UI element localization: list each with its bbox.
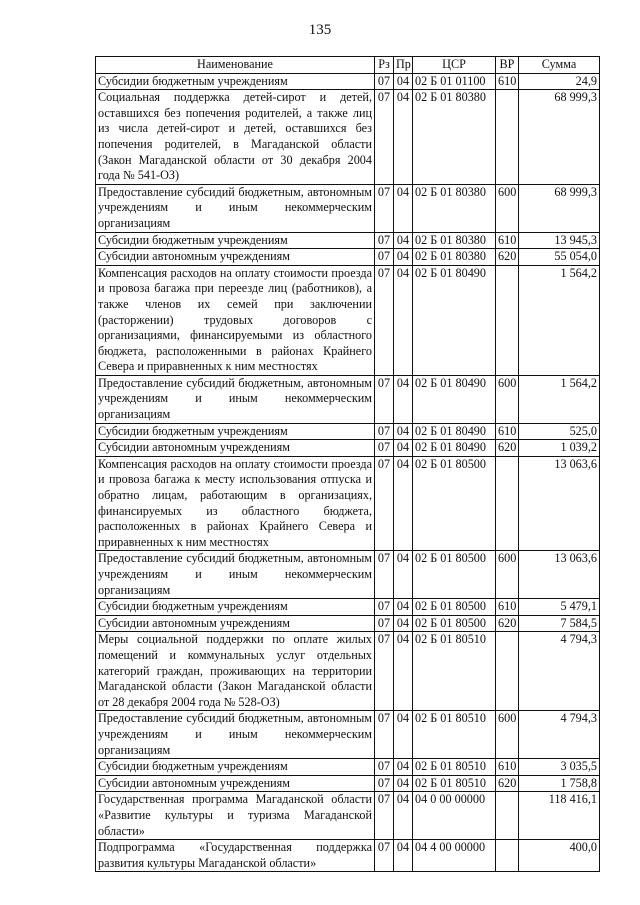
row-name: Предоставление субсидий бюджетным, автономным учреждениям и иным некоммерческим организациям <box>96 711 375 759</box>
row-csr: 02 Б 01 80490 <box>413 423 496 440</box>
row-name: Субсидии автономным учреждениям <box>96 249 375 266</box>
row-vr: 600 <box>496 711 519 759</box>
row-csr: 02 Б 01 01100 <box>413 73 496 90</box>
table-row <box>96 184 600 232</box>
row-sum: 525,0 <box>519 423 600 440</box>
row-rz: 07 <box>375 232 394 249</box>
row-vr: 600 <box>496 375 519 423</box>
table-row <box>96 440 600 457</box>
row-csr: 02 Б 01 80510 <box>413 775 496 792</box>
header-rz: Рз <box>375 57 394 74</box>
row-name: Подпрограмма «Государственная поддержка развития культуры Магаданской области» <box>96 840 375 872</box>
row-rz: 07 <box>375 792 394 840</box>
page-number: 135 <box>308 22 332 38</box>
table-row <box>96 775 600 792</box>
row-pr: 04 <box>394 615 413 632</box>
row-sum: 55 054,0 <box>519 249 600 266</box>
row-csr: 04 4 00 00000 <box>413 840 496 872</box>
row-pr: 04 <box>394 423 413 440</box>
row-csr: 02 Б 01 80490 <box>413 375 496 423</box>
row-vr: 620 <box>496 249 519 266</box>
table-row <box>96 759 600 776</box>
row-name: Субсидии автономным учреждениям <box>96 615 375 632</box>
row-pr: 04 <box>394 551 413 599</box>
row-pr: 04 <box>394 249 413 266</box>
row-csr: 02 Б 01 80510 <box>413 711 496 759</box>
row-name: Компенсация расходов на оплату стоимости проезда и провоза багажа при переезде лиц (работников), а также членов их семей при заключении (расторжении) трудовых договоров с организациями, финансируемыми из областного бюджета, расположенными в районах Крайнего Севера и приравненных к ним местностях <box>96 265 375 375</box>
row-csr: 02 Б 01 80500 <box>413 551 496 599</box>
row-csr: 02 Б 01 80510 <box>413 759 496 776</box>
row-pr: 04 <box>394 456 413 551</box>
row-name: Предоставление субсидий бюджетным, автономным учреждениям и иным некоммерческим организациям <box>96 184 375 232</box>
row-rz: 07 <box>375 551 394 599</box>
row-pr: 04 <box>394 759 413 776</box>
row-rz: 07 <box>375 599 394 616</box>
row-rz: 07 <box>375 456 394 551</box>
row-vr: 610 <box>496 73 519 90</box>
row-pr: 04 <box>394 440 413 457</box>
row-vr <box>496 456 519 551</box>
table-row <box>96 599 600 616</box>
row-csr: 02 Б 01 80380 <box>413 90 496 185</box>
row-pr: 04 <box>394 632 413 711</box>
row-rz: 07 <box>375 840 394 872</box>
table-row <box>96 90 600 185</box>
row-vr <box>496 90 519 185</box>
row-rz: 07 <box>375 73 394 90</box>
header-pr: Пр <box>394 57 413 74</box>
table-row <box>96 265 600 375</box>
budget-table <box>95 56 600 872</box>
row-pr: 04 <box>394 792 413 840</box>
table-row <box>96 711 600 759</box>
row-name: Субсидии бюджетным учреждениям <box>96 759 375 776</box>
row-pr: 04 <box>394 375 413 423</box>
row-csr: 02 Б 01 80500 <box>413 456 496 551</box>
row-sum: 13 063,6 <box>519 456 600 551</box>
header-name: Наименование <box>96 57 375 74</box>
row-name: Меры социальной поддержки по оплате жилых помещений и коммунальных услуг отдельных категорий граждан, проживающих на территории Магаданской области (Закон Магаданской области от 28 декабря 2004 года № 528-ОЗ) <box>96 632 375 711</box>
row-name: Субсидии бюджетным учреждениям <box>96 73 375 90</box>
row-vr <box>496 840 519 872</box>
row-sum: 1 564,2 <box>519 265 600 375</box>
row-csr: 02 Б 01 80490 <box>413 265 496 375</box>
header-vr: ВР <box>496 57 519 74</box>
header-csr: ЦСР <box>413 57 496 74</box>
row-pr: 04 <box>394 840 413 872</box>
row-pr: 04 <box>394 232 413 249</box>
row-vr <box>496 792 519 840</box>
row-sum: 4 794,3 <box>519 711 600 759</box>
table-row <box>96 840 600 872</box>
row-vr: 600 <box>496 551 519 599</box>
row-sum: 4 794,3 <box>519 632 600 711</box>
table-row <box>96 423 600 440</box>
row-sum: 1 039,2 <box>519 440 600 457</box>
row-name: Предоставление субсидий бюджетным, автономным учреждениям и иным некоммерческим организациям <box>96 375 375 423</box>
header-sum: Сумма <box>519 57 600 74</box>
table-row <box>96 249 600 266</box>
row-name: Субсидии автономным учреждениям <box>96 440 375 457</box>
row-rz: 07 <box>375 184 394 232</box>
row-rz: 07 <box>375 711 394 759</box>
row-pr: 04 <box>394 711 413 759</box>
row-sum: 68 999,3 <box>519 184 600 232</box>
row-rz: 07 <box>375 759 394 776</box>
row-csr: 02 Б 01 80380 <box>413 184 496 232</box>
row-vr: 610 <box>496 232 519 249</box>
row-csr: 02 Б 01 80500 <box>413 599 496 616</box>
table-row <box>96 551 600 599</box>
row-pr: 04 <box>394 775 413 792</box>
row-vr: 620 <box>496 440 519 457</box>
row-sum: 400,0 <box>519 840 600 872</box>
row-csr: 04 0 00 00000 <box>413 792 496 840</box>
row-rz: 07 <box>375 775 394 792</box>
row-pr: 04 <box>394 73 413 90</box>
table-row <box>96 456 600 551</box>
row-sum: 7 584,5 <box>519 615 600 632</box>
row-pr: 04 <box>394 90 413 185</box>
row-sum: 13 945,3 <box>519 232 600 249</box>
table-row <box>96 615 600 632</box>
row-csr: 02 Б 01 80380 <box>413 249 496 266</box>
row-rz: 07 <box>375 90 394 185</box>
row-sum: 5 479,1 <box>519 599 600 616</box>
row-name: Государственная программа Магаданской области «Развитие культуры и туризма Магаданской области» <box>96 792 375 840</box>
table-row <box>96 375 600 423</box>
row-rz: 07 <box>375 265 394 375</box>
row-name: Предоставление субсидий бюджетным, автономным учреждениям и иным некоммерческим организациям <box>96 551 375 599</box>
row-rz: 07 <box>375 249 394 266</box>
row-sum: 13 063,6 <box>519 551 600 599</box>
row-vr <box>496 632 519 711</box>
table-header-row <box>96 57 600 74</box>
row-rz: 07 <box>375 632 394 711</box>
row-name: Субсидии бюджетным учреждениям <box>96 599 375 616</box>
row-rz: 07 <box>375 423 394 440</box>
row-pr: 04 <box>394 184 413 232</box>
table-row <box>96 73 600 90</box>
row-sum: 24,9 <box>519 73 600 90</box>
row-name: Субсидии бюджетным учреждениям <box>96 232 375 249</box>
row-sum: 118 416,1 <box>519 792 600 840</box>
row-csr: 02 Б 01 80380 <box>413 232 496 249</box>
table-row <box>96 632 600 711</box>
row-vr: 600 <box>496 184 519 232</box>
row-rz: 07 <box>375 375 394 423</box>
row-sum: 1 758,8 <box>519 775 600 792</box>
row-vr: 620 <box>496 615 519 632</box>
row-name: Компенсация расходов на оплату стоимости проезда и провоза багажа к месту использования отпуска и обратно лицам, работающим в организациях, финансируемых из областного бюджета, расположенных в районах Крайнего Севера и приравненных к ним местностях <box>96 456 375 551</box>
row-sum: 3 035,5 <box>519 759 600 776</box>
row-vr: 620 <box>496 775 519 792</box>
row-csr: 02 Б 01 80510 <box>413 632 496 711</box>
row-rz: 07 <box>375 440 394 457</box>
row-vr: 610 <box>496 599 519 616</box>
row-csr: 02 Б 01 80490 <box>413 440 496 457</box>
table-row <box>96 232 600 249</box>
row-sum: 68 999,3 <box>519 90 600 185</box>
row-name: Социальная поддержка детей-сирот и детей, оставшихся без попечения родителей, а также лиц из числа детей-сирот и детей, оставшихся без попечения родителей, в Магаданской области (Закон Магаданской области от 30 декабря 2004 года № 541-ОЗ) <box>96 90 375 185</box>
row-vr: 610 <box>496 423 519 440</box>
row-vr <box>496 265 519 375</box>
row-vr: 610 <box>496 759 519 776</box>
row-name: Субсидии бюджетным учреждениям <box>96 423 375 440</box>
row-pr: 04 <box>394 599 413 616</box>
row-pr: 04 <box>394 265 413 375</box>
table-row <box>96 792 600 840</box>
row-name: Субсидии автономным учреждениям <box>96 775 375 792</box>
row-rz: 07 <box>375 615 394 632</box>
row-csr: 02 Б 01 80500 <box>413 615 496 632</box>
row-sum: 1 564,2 <box>519 375 600 423</box>
